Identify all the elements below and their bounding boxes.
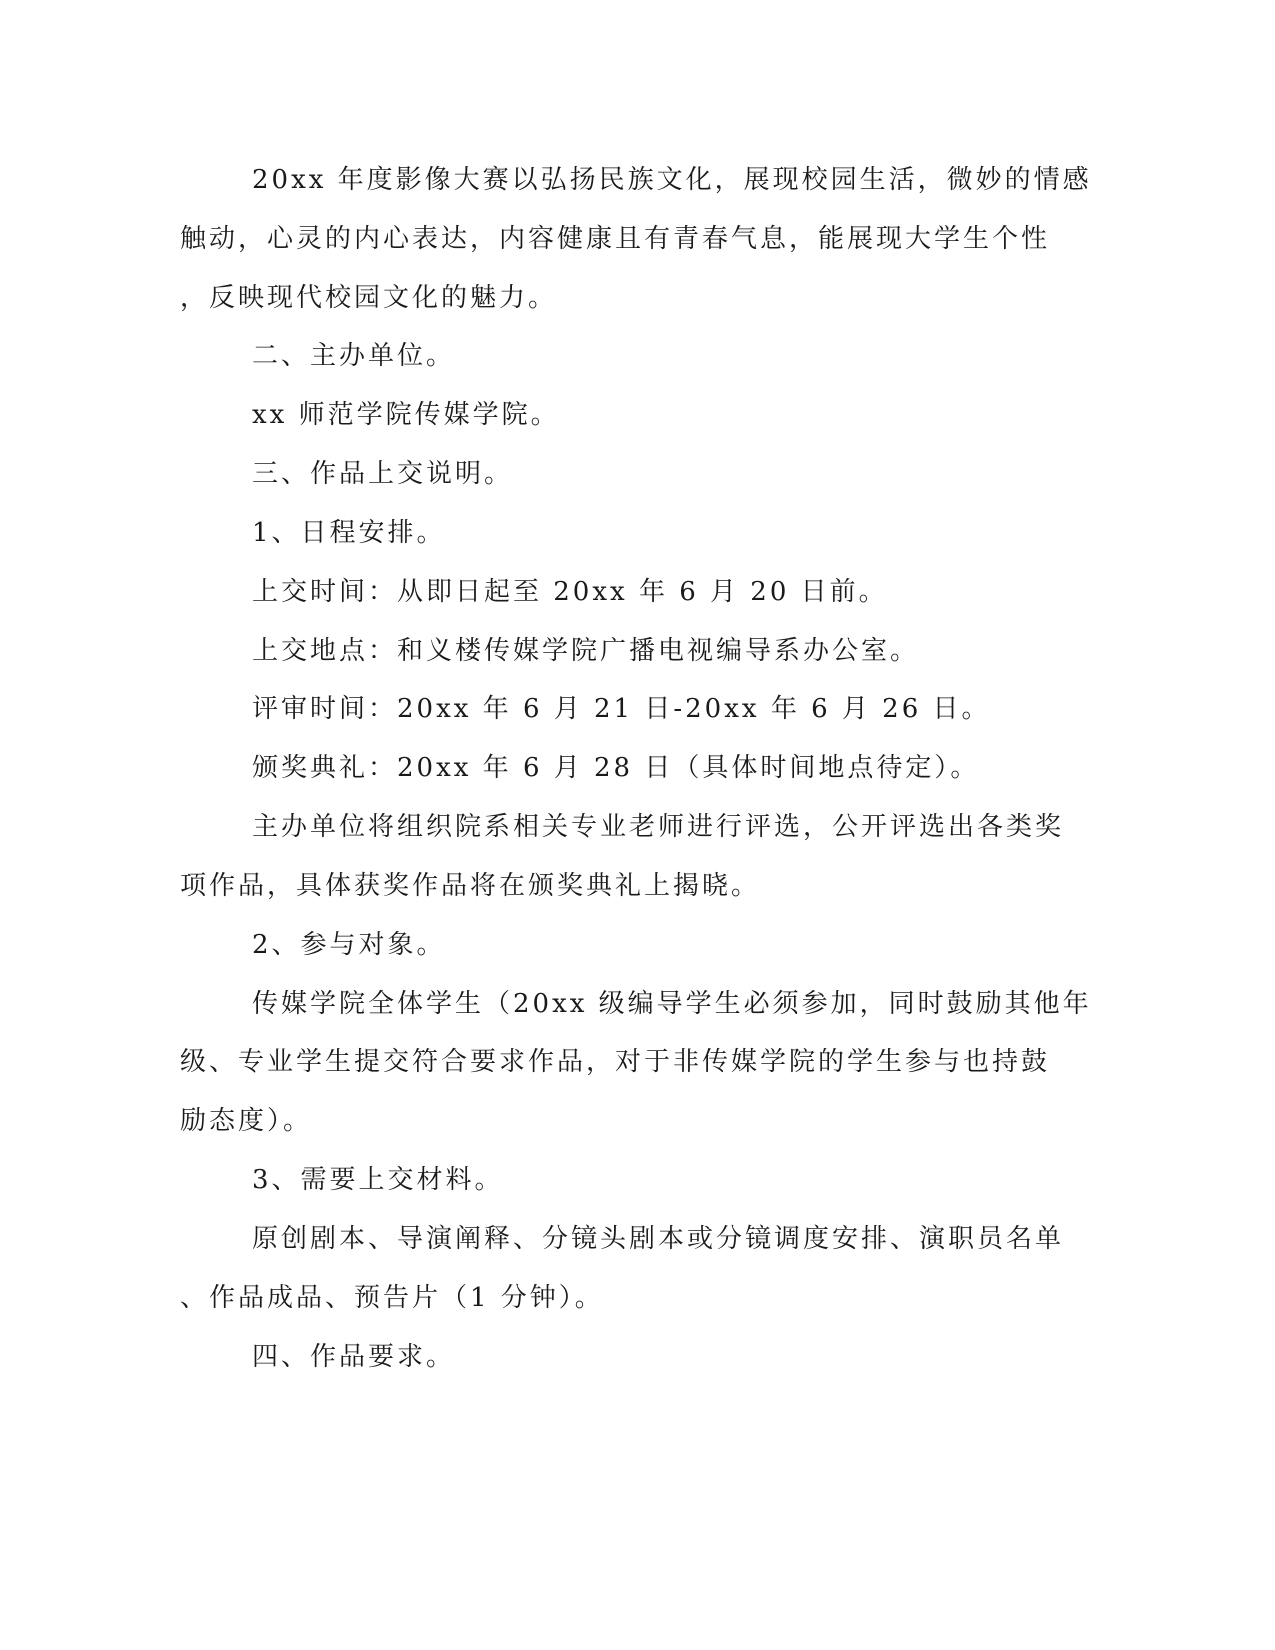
submission-time: 上交时间：从即日起至 20xx 年 6 月 20 日前。 — [252, 577, 888, 607]
submission-location: 上交地点：和义楼传媒学院广播电视编导系办公室。 — [252, 636, 920, 666]
intro-paragraph-line-2: 触动，心灵的内心表达，内容健康且有青春气息，能展现大学生个性 — [180, 224, 1051, 254]
materials-paragraph-line-2: 、作品成品、预告片（1 分钟）。 — [180, 1283, 604, 1313]
evaluation-paragraph-line-2: 项作品，具体获奖作品将在颁奖典礼上揭晓。 — [180, 871, 761, 901]
participants-paragraph-line-3: 励态度）。 — [180, 1106, 313, 1136]
evaluation-paragraph-line-1: 主办单位将组织院系相关专业老师进行评选，公开评选出各类奖 — [252, 812, 1065, 842]
subheading-materials: 3、需要上交材料。 — [252, 1165, 504, 1195]
section-heading-organizer: 二、主办单位。 — [252, 341, 456, 371]
section-heading-submission: 三、作品上交说明。 — [252, 459, 514, 489]
subheading-participants: 2、参与对象。 — [252, 930, 446, 960]
intro-paragraph-line-1: 20xx 年度影像大赛以弘扬民族文化，展现校园生活，微妙的情感 — [252, 165, 1092, 195]
intro-paragraph-line-3: ，反映现代校园文化的魅力。 — [180, 283, 558, 313]
participants-paragraph-line-2: 级、专业学生提交符合要求作品，对于非传媒学院的学生参与也持鼓 — [180, 1047, 1051, 1077]
review-time: 评审时间：20xx 年 6 月 21 日-20xx 年 6 月 26 日。 — [252, 694, 991, 724]
participants-paragraph-line-1: 传媒学院全体学生（20xx 级编导学生必须参加，同时鼓励其他年 — [252, 989, 1092, 1019]
award-ceremony: 颁奖典礼：20xx 年 6 月 28 日（具体时间地点待定）。 — [252, 753, 980, 783]
section-heading-requirements: 四、作品要求。 — [252, 1342, 456, 1372]
subheading-schedule: 1、日程安排。 — [252, 518, 446, 548]
organizer-name: xx 师范学院传媒学院。 — [252, 400, 560, 430]
materials-paragraph-line-1: 原创剧本、导演阐释、分镜头剧本或分镜调度安排、演职员名单 — [252, 1224, 1065, 1254]
